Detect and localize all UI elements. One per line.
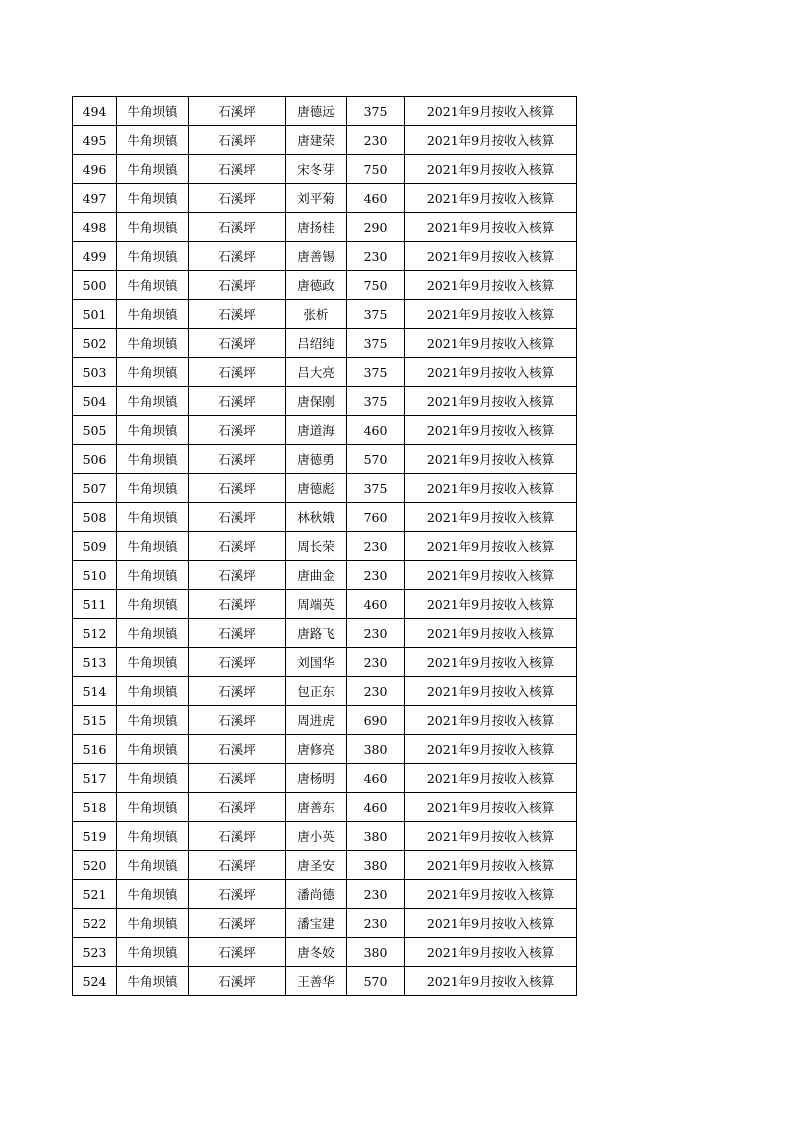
village-cell: 石溪坪 — [189, 387, 286, 416]
table-row — [73, 880, 577, 909]
name-cell: 唐扬桂 — [286, 213, 347, 242]
village-cell: 石溪坪 — [189, 793, 286, 822]
village-cell: 石溪坪 — [189, 590, 286, 619]
amount-cell: 375 — [347, 474, 405, 503]
table-row — [73, 213, 577, 242]
note-cell: 2021年9月按收入核算 — [405, 938, 577, 967]
village-cell: 石溪坪 — [189, 155, 286, 184]
name-cell: 张析 — [286, 300, 347, 329]
table-row — [73, 793, 577, 822]
row-number-cell: 514 — [73, 677, 117, 706]
amount-cell: 375 — [347, 358, 405, 387]
note-cell: 2021年9月按收入核算 — [405, 793, 577, 822]
amount-cell: 230 — [347, 648, 405, 677]
town-cell: 牛角坝镇 — [117, 619, 189, 648]
town-cell: 牛角坝镇 — [117, 358, 189, 387]
town-cell: 牛角坝镇 — [117, 938, 189, 967]
name-cell: 刘平菊 — [286, 184, 347, 213]
name-cell: 周端英 — [286, 590, 347, 619]
name-cell: 唐善东 — [286, 793, 347, 822]
village-cell: 石溪坪 — [189, 880, 286, 909]
note-cell: 2021年9月按收入核算 — [405, 474, 577, 503]
table-row — [73, 967, 577, 996]
village-cell: 石溪坪 — [189, 474, 286, 503]
amount-cell: 750 — [347, 155, 405, 184]
name-cell: 唐小英 — [286, 822, 347, 851]
town-cell: 牛角坝镇 — [117, 793, 189, 822]
town-cell: 牛角坝镇 — [117, 271, 189, 300]
name-cell: 唐德彪 — [286, 474, 347, 503]
name-cell: 吕大亮 — [286, 358, 347, 387]
name-cell: 唐道海 — [286, 416, 347, 445]
village-cell: 石溪坪 — [189, 184, 286, 213]
town-cell: 牛角坝镇 — [117, 155, 189, 184]
town-cell: 牛角坝镇 — [117, 300, 189, 329]
note-cell: 2021年9月按收入核算 — [405, 561, 577, 590]
row-number-cell: 523 — [73, 938, 117, 967]
town-cell: 牛角坝镇 — [117, 677, 189, 706]
amount-cell: 750 — [347, 271, 405, 300]
row-number-cell: 494 — [73, 97, 117, 126]
row-number-cell: 510 — [73, 561, 117, 590]
table-row — [73, 590, 577, 619]
village-cell: 石溪坪 — [189, 532, 286, 561]
note-cell: 2021年9月按收入核算 — [405, 184, 577, 213]
row-number-cell: 495 — [73, 126, 117, 155]
village-cell: 石溪坪 — [189, 619, 286, 648]
table-row — [73, 503, 577, 532]
note-cell: 2021年9月按收入核算 — [405, 97, 577, 126]
amount-cell: 375 — [347, 300, 405, 329]
amount-cell: 570 — [347, 445, 405, 474]
note-cell: 2021年9月按收入核算 — [405, 648, 577, 677]
amount-cell: 690 — [347, 706, 405, 735]
record-table — [72, 96, 577, 996]
amount-cell: 375 — [347, 97, 405, 126]
town-cell: 牛角坝镇 — [117, 503, 189, 532]
note-cell: 2021年9月按收入核算 — [405, 213, 577, 242]
village-cell: 石溪坪 — [189, 213, 286, 242]
row-number-cell: 516 — [73, 735, 117, 764]
table-row — [73, 474, 577, 503]
note-cell: 2021年9月按收入核算 — [405, 271, 577, 300]
amount-cell: 375 — [347, 387, 405, 416]
amount-cell: 230 — [347, 242, 405, 271]
village-cell: 石溪坪 — [189, 561, 286, 590]
name-cell: 唐圣安 — [286, 851, 347, 880]
note-cell: 2021年9月按收入核算 — [405, 706, 577, 735]
town-cell: 牛角坝镇 — [117, 329, 189, 358]
village-cell: 石溪坪 — [189, 735, 286, 764]
table-row — [73, 706, 577, 735]
row-number-cell: 502 — [73, 329, 117, 358]
note-cell: 2021年9月按收入核算 — [405, 155, 577, 184]
row-number-cell: 504 — [73, 387, 117, 416]
table-row — [73, 387, 577, 416]
village-cell: 石溪坪 — [189, 329, 286, 358]
row-number-cell: 499 — [73, 242, 117, 271]
table-row — [73, 329, 577, 358]
amount-cell: 380 — [347, 822, 405, 851]
amount-cell: 460 — [347, 184, 405, 213]
amount-cell: 230 — [347, 532, 405, 561]
note-cell: 2021年9月按收入核算 — [405, 242, 577, 271]
row-number-cell: 518 — [73, 793, 117, 822]
table-row — [73, 619, 577, 648]
village-cell: 石溪坪 — [189, 242, 286, 271]
town-cell: 牛角坝镇 — [117, 909, 189, 938]
row-number-cell: 506 — [73, 445, 117, 474]
name-cell: 唐善锡 — [286, 242, 347, 271]
name-cell: 唐建荣 — [286, 126, 347, 155]
note-cell: 2021年9月按收入核算 — [405, 445, 577, 474]
village-cell: 石溪坪 — [189, 764, 286, 793]
row-number-cell: 498 — [73, 213, 117, 242]
amount-cell: 380 — [347, 851, 405, 880]
table-row — [73, 909, 577, 938]
table-row — [73, 822, 577, 851]
name-cell: 唐曲金 — [286, 561, 347, 590]
row-number-cell: 522 — [73, 909, 117, 938]
name-cell: 潘尚德 — [286, 880, 347, 909]
amount-cell: 230 — [347, 561, 405, 590]
town-cell: 牛角坝镇 — [117, 706, 189, 735]
amount-cell: 460 — [347, 764, 405, 793]
table-row — [73, 735, 577, 764]
amount-cell: 380 — [347, 938, 405, 967]
town-cell: 牛角坝镇 — [117, 648, 189, 677]
village-cell: 石溪坪 — [189, 967, 286, 996]
amount-cell: 760 — [347, 503, 405, 532]
town-cell: 牛角坝镇 — [117, 445, 189, 474]
note-cell: 2021年9月按收入核算 — [405, 503, 577, 532]
town-cell: 牛角坝镇 — [117, 822, 189, 851]
table-row — [73, 242, 577, 271]
row-number-cell: 524 — [73, 967, 117, 996]
town-cell: 牛角坝镇 — [117, 416, 189, 445]
row-number-cell: 509 — [73, 532, 117, 561]
note-cell: 2021年9月按收入核算 — [405, 677, 577, 706]
amount-cell: 230 — [347, 126, 405, 155]
name-cell: 吕绍纯 — [286, 329, 347, 358]
note-cell: 2021年9月按收入核算 — [405, 735, 577, 764]
town-cell: 牛角坝镇 — [117, 764, 189, 793]
amount-cell: 570 — [347, 967, 405, 996]
village-cell: 石溪坪 — [189, 416, 286, 445]
row-number-cell: 511 — [73, 590, 117, 619]
table-row — [73, 126, 577, 155]
row-number-cell: 521 — [73, 880, 117, 909]
town-cell: 牛角坝镇 — [117, 532, 189, 561]
note-cell: 2021年9月按收入核算 — [405, 126, 577, 155]
note-cell: 2021年9月按收入核算 — [405, 619, 577, 648]
row-number-cell: 517 — [73, 764, 117, 793]
name-cell: 宋冬芽 — [286, 155, 347, 184]
note-cell: 2021年9月按收入核算 — [405, 329, 577, 358]
table-row — [73, 648, 577, 677]
table-row — [73, 97, 577, 126]
amount-cell: 230 — [347, 619, 405, 648]
note-cell: 2021年9月按收入核算 — [405, 851, 577, 880]
name-cell: 唐路飞 — [286, 619, 347, 648]
row-number-cell: 515 — [73, 706, 117, 735]
village-cell: 石溪坪 — [189, 271, 286, 300]
note-cell: 2021年9月按收入核算 — [405, 387, 577, 416]
town-cell: 牛角坝镇 — [117, 213, 189, 242]
table-row — [73, 445, 577, 474]
town-cell: 牛角坝镇 — [117, 561, 189, 590]
village-cell: 石溪坪 — [189, 909, 286, 938]
name-cell: 唐保刚 — [286, 387, 347, 416]
town-cell: 牛角坝镇 — [117, 735, 189, 764]
note-cell: 2021年9月按收入核算 — [405, 358, 577, 387]
row-number-cell: 513 — [73, 648, 117, 677]
name-cell: 王善华 — [286, 967, 347, 996]
note-cell: 2021年9月按收入核算 — [405, 590, 577, 619]
town-cell: 牛角坝镇 — [117, 126, 189, 155]
row-number-cell: 508 — [73, 503, 117, 532]
row-number-cell: 496 — [73, 155, 117, 184]
amount-cell: 460 — [347, 590, 405, 619]
village-cell: 石溪坪 — [189, 358, 286, 387]
table-row — [73, 416, 577, 445]
amount-cell: 375 — [347, 329, 405, 358]
name-cell: 林秋娥 — [286, 503, 347, 532]
note-cell: 2021年9月按收入核算 — [405, 532, 577, 561]
village-cell: 石溪坪 — [189, 706, 286, 735]
name-cell: 唐德勇 — [286, 445, 347, 474]
table-row — [73, 851, 577, 880]
note-cell: 2021年9月按收入核算 — [405, 300, 577, 329]
amount-cell: 290 — [347, 213, 405, 242]
amount-cell: 230 — [347, 909, 405, 938]
table-row — [73, 300, 577, 329]
town-cell: 牛角坝镇 — [117, 880, 189, 909]
table-row — [73, 184, 577, 213]
town-cell: 牛角坝镇 — [117, 474, 189, 503]
amount-cell: 460 — [347, 793, 405, 822]
row-number-cell: 512 — [73, 619, 117, 648]
town-cell: 牛角坝镇 — [117, 97, 189, 126]
note-cell: 2021年9月按收入核算 — [405, 909, 577, 938]
name-cell: 刘国华 — [286, 648, 347, 677]
name-cell: 周长荣 — [286, 532, 347, 561]
table-row — [73, 271, 577, 300]
amount-cell: 230 — [347, 880, 405, 909]
name-cell: 唐冬姣 — [286, 938, 347, 967]
name-cell: 唐德远 — [286, 97, 347, 126]
row-number-cell: 507 — [73, 474, 117, 503]
record-table-body — [73, 97, 577, 996]
table-row — [73, 358, 577, 387]
note-cell: 2021年9月按收入核算 — [405, 822, 577, 851]
table-row — [73, 764, 577, 793]
village-cell: 石溪坪 — [189, 503, 286, 532]
table-row — [73, 561, 577, 590]
village-cell: 石溪坪 — [189, 648, 286, 677]
row-number-cell: 503 — [73, 358, 117, 387]
row-number-cell: 505 — [73, 416, 117, 445]
row-number-cell: 519 — [73, 822, 117, 851]
table-row — [73, 938, 577, 967]
row-number-cell: 497 — [73, 184, 117, 213]
note-cell: 2021年9月按收入核算 — [405, 967, 577, 996]
name-cell: 唐修亮 — [286, 735, 347, 764]
village-cell: 石溪坪 — [189, 938, 286, 967]
town-cell: 牛角坝镇 — [117, 851, 189, 880]
name-cell: 周进虎 — [286, 706, 347, 735]
village-cell: 石溪坪 — [189, 445, 286, 474]
name-cell: 唐杨明 — [286, 764, 347, 793]
town-cell: 牛角坝镇 — [117, 967, 189, 996]
village-cell: 石溪坪 — [189, 677, 286, 706]
note-cell: 2021年9月按收入核算 — [405, 416, 577, 445]
name-cell: 唐德政 — [286, 271, 347, 300]
row-number-cell: 520 — [73, 851, 117, 880]
town-cell: 牛角坝镇 — [117, 184, 189, 213]
village-cell: 石溪坪 — [189, 126, 286, 155]
village-cell: 石溪坪 — [189, 851, 286, 880]
table-row — [73, 677, 577, 706]
village-cell: 石溪坪 — [189, 97, 286, 126]
name-cell: 包正东 — [286, 677, 347, 706]
amount-cell: 460 — [347, 416, 405, 445]
town-cell: 牛角坝镇 — [117, 590, 189, 619]
village-cell: 石溪坪 — [189, 822, 286, 851]
town-cell: 牛角坝镇 — [117, 387, 189, 416]
table-row — [73, 532, 577, 561]
amount-cell: 380 — [347, 735, 405, 764]
name-cell: 潘宝建 — [286, 909, 347, 938]
town-cell: 牛角坝镇 — [117, 242, 189, 271]
amount-cell: 230 — [347, 677, 405, 706]
note-cell: 2021年9月按收入核算 — [405, 764, 577, 793]
row-number-cell: 500 — [73, 271, 117, 300]
row-number-cell: 501 — [73, 300, 117, 329]
table-row — [73, 155, 577, 184]
village-cell: 石溪坪 — [189, 300, 286, 329]
note-cell: 2021年9月按收入核算 — [405, 880, 577, 909]
